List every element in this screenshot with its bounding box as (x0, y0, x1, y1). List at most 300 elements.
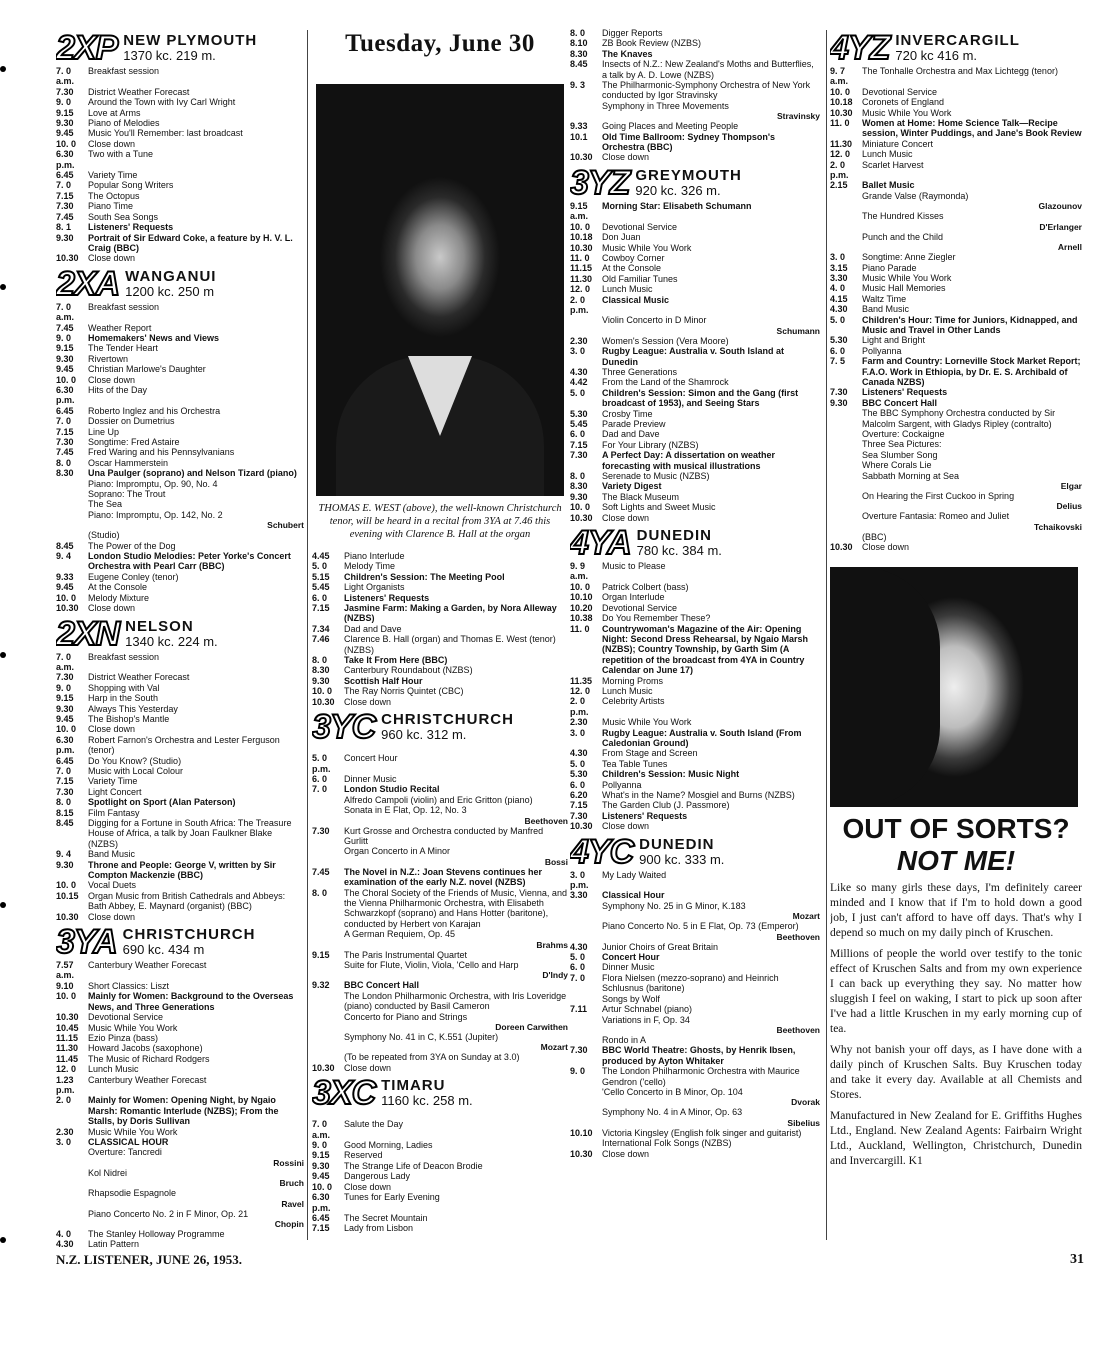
programme-title: Classical Music (602, 294, 670, 305)
programme-item (56, 458, 304, 468)
programme-time (312, 805, 344, 815)
programme-title: Close down (344, 1062, 392, 1073)
programme-time: 7. 0 a.m. (312, 1119, 331, 1140)
programme-title: Devotional Service (602, 221, 678, 232)
programme-item (56, 170, 304, 180)
station-callsign: 4YA (570, 524, 631, 563)
station-header (570, 524, 820, 563)
station-frequency: 780 kc. 384 m. (636, 543, 722, 559)
programme-composer: Mozart (792, 911, 820, 922)
programme-title: BBC World Theatre: Ghosts, by Henrik Ibsen, produced by Ayton Whitaker (602, 1045, 796, 1066)
programme-title: Coronets of England (862, 97, 945, 108)
programme-item (830, 180, 1082, 190)
programme-item (570, 561, 820, 582)
programme-composer: Beethoven (524, 815, 568, 826)
programme-list (830, 66, 1082, 553)
programme-item (56, 87, 304, 97)
programme-time (830, 450, 862, 460)
programme-time: 9.15 (312, 1150, 330, 1161)
station-name: CHRISTCHURCH (122, 926, 256, 944)
programme-time: 11.30 (56, 1043, 79, 1054)
programme-time (312, 1032, 344, 1042)
station-callsign: 3YC (312, 708, 376, 747)
programme-item (312, 1052, 568, 1062)
programme-title: Light Concert (88, 786, 142, 797)
programme-item (56, 1023, 304, 1033)
station-name: CHRISTCHURCH (381, 711, 514, 729)
programme-item (56, 201, 304, 211)
programme-title: The Paris Instrumental Quartet (344, 949, 468, 960)
programme-item (570, 582, 820, 592)
column-rule (307, 30, 308, 1240)
station-name: DUNEDIN (636, 527, 712, 545)
programme-item (570, 38, 820, 48)
programme-time: 9. 0 (56, 97, 72, 108)
programme-time: 10.30 (312, 696, 335, 707)
programme-title: Music While You Work (862, 107, 952, 118)
programme-time: 8. 0 (56, 457, 72, 468)
station-header (56, 264, 304, 303)
programme-title: Symphony in Three Movements (602, 100, 729, 111)
station-frequency: 920 kc. 326 m. (635, 182, 721, 198)
programme-title: Overture: Cockaigne (862, 429, 945, 439)
programme-item (570, 59, 820, 80)
programme-time: 9.15 (56, 693, 74, 704)
programme-item (830, 356, 1082, 387)
programme-time: 12. 0 (830, 149, 851, 160)
programme-title: Music While You Work (88, 1126, 178, 1137)
programme-item (570, 592, 820, 602)
programme-title: Three Sea Pictures: (862, 439, 942, 450)
programme-time: 6.30 p.m. (312, 1192, 331, 1213)
programme-item (570, 253, 820, 263)
programme-title: Overture: Tancredi (88, 1147, 162, 1158)
programme-time: 10. 0 (570, 581, 591, 592)
station-frequency: 1370 kc. 219 m. (123, 48, 216, 63)
programme-title: Going Places and Meeting People (602, 121, 739, 132)
programme-time (830, 211, 862, 221)
programme-item (830, 398, 1082, 408)
programme-title: Variety Time (88, 776, 138, 787)
programme-title: Scarlet Harvest (862, 159, 924, 170)
programme-title: From the Land of the Shamrock (602, 377, 729, 388)
programme-time: 9.45 (56, 364, 74, 375)
programme-item (570, 28, 820, 38)
programme-item (56, 991, 304, 1012)
programme-title: Canterbury Roundabout (NZBS) (344, 665, 473, 676)
programme-time: 5.45 (570, 419, 588, 429)
ad-paragraph: Millions of people the world over testify to the tonic effect of Kruschen Salts and from my own experience I can back up everything they say. No matter how sluggish I feel on waking, I start to pick up soon after I've had a little Kruschen in my early morning cup of tea. (830, 947, 1082, 1035)
programme-title: South Sea Songs (88, 211, 159, 222)
margin-mark (0, 652, 6, 658)
programme-item (570, 811, 820, 821)
station-callsign: 3XC (312, 1074, 376, 1113)
programme-item (570, 502, 820, 512)
programme-title: Children's Session: Simon and the Gang (first broadcast of 1953), and Seeing Stars (602, 387, 799, 409)
programme-item (312, 686, 568, 696)
programme-time: 6. 0 (570, 962, 586, 973)
programme-time: 8. 0 (56, 797, 72, 808)
programme-title: Salute the Day (344, 1119, 404, 1130)
programme-title: Rondo in A (602, 1034, 647, 1045)
programme-time: 10.30 (56, 603, 79, 614)
programme-time (56, 1168, 88, 1178)
programme-time: 10.1 (570, 131, 588, 142)
programme-time: 7.30 (56, 201, 74, 212)
programme-title: The London Philharmonic Orchestra with Maurice Gendron ('cello) (602, 1066, 800, 1087)
programme-item (830, 542, 1082, 552)
programme-time: 5.30 (570, 408, 588, 419)
programme-composer: D'Indy (542, 970, 568, 981)
programme-time: 9. 0 (312, 1140, 328, 1151)
programme-item (56, 912, 304, 922)
programme-title: The BBC Symphony Orchestra conducted by Sir Malcolm Sargent, with Gladys Ripley (contralto) (862, 408, 1056, 429)
programme-time: 2. 0 p.m. (570, 294, 589, 315)
programme-time: 8. 0 (570, 28, 586, 38)
programme-title: The Black Museum (602, 491, 680, 502)
programme-time: 9. 4 (56, 849, 72, 860)
programme-composer: Rossini (273, 1157, 304, 1168)
programme-item (570, 676, 820, 686)
programme-title: Melody Time (344, 561, 396, 572)
programme-title: Where Corals Lie (862, 460, 932, 471)
programme-time: 9.45 (312, 1171, 330, 1182)
programme-item (56, 541, 304, 551)
programme-item (830, 108, 1082, 118)
programme-title: From Stage and Screen (602, 748, 698, 759)
programme-item (570, 274, 820, 284)
programme-title: Songs by Wolf (602, 993, 660, 1004)
footer-publication: N.Z. LISTENER, JUNE 26, 1953. (56, 1252, 243, 1267)
programme-time: 4.45 (312, 551, 330, 561)
programme-title: Don Juan (602, 232, 641, 243)
programme-title: Soft Lights and Sweet Music (602, 502, 716, 513)
programme-item (570, 388, 820, 409)
programme-time: 8. 0 (312, 887, 328, 898)
programme-time: 11.35 (570, 675, 593, 686)
programme-time: 7.57 a.m. (56, 960, 75, 981)
programme-title: Close down (88, 911, 136, 922)
programme-title: Close down (88, 603, 136, 614)
programme-title: Devotional Service (602, 602, 678, 613)
programme-time: 9.10 (56, 980, 74, 991)
programme-item (56, 704, 304, 714)
programme-time: 8.30 (312, 665, 330, 676)
programme-time: 4.15 (830, 293, 848, 304)
programme-item (570, 790, 820, 800)
programme-item (312, 1161, 568, 1171)
programme-time: 7. 0 (312, 784, 328, 795)
programme-title: Vocal Duets (88, 880, 137, 891)
programme-title: Do You Know? (Studio) (88, 755, 182, 766)
programme-title: Flora Nielsen (mezzo-soprano) and Heinrich Schlusnus (baritone) (602, 972, 779, 994)
programme-item (830, 511, 1082, 521)
programme-time: 10.20 (570, 602, 593, 613)
programme-item (830, 87, 1082, 97)
programme-title: Alfredo Campoli (violin) and Eric Gritton (piano) (344, 794, 533, 805)
programme-title: Devotional Service (862, 86, 938, 97)
programme-item (56, 724, 304, 734)
programme-item (56, 572, 304, 582)
programme-title: Piano Concerto No. 2 in F Minor, Op. 21 (88, 1208, 249, 1219)
programme-time: 3.30 (830, 272, 848, 283)
programme-item (56, 849, 304, 859)
station-frequency: 1340 kc. 224 m. (125, 633, 218, 649)
programme-time: 10.30 (570, 821, 593, 832)
programme-time: 5. 0 p.m. (312, 753, 331, 774)
programme-item (56, 735, 304, 756)
programme-item (56, 860, 304, 881)
programme-time: 9.45 (56, 713, 74, 724)
programme-item (830, 429, 1082, 439)
programme-item (56, 797, 304, 807)
programme-title: At the Console (88, 582, 148, 593)
programme-item (830, 252, 1082, 262)
programme-title: Countrywoman's Magazine of the Air: Opening Night: Second Dress Rehearsal, by Ngaio Marsh (NZBS); Country Township, by Garth Sim (A repetition of the broadcast from 4YA in Country Calendar on June 17) (602, 623, 809, 676)
programme-item (56, 375, 304, 385)
programme-title: The Stanley Holloway Programme (88, 1229, 225, 1239)
programme-title: Weather Report (88, 322, 152, 333)
station-callsign: 4YC (570, 832, 634, 871)
station-callsign: 4YZ (830, 29, 890, 67)
programme-time: 7.30 (570, 810, 588, 821)
programme-time: 2. 0 p.m. (570, 696, 589, 717)
programme-item (570, 717, 820, 727)
programme-item (570, 870, 820, 891)
programme-item (570, 263, 820, 273)
station-info (123, 33, 257, 63)
programme-title: Close down (344, 696, 392, 707)
programme-time: 12. 0 (570, 685, 591, 696)
programme-time (56, 479, 88, 489)
column-4-listings (830, 29, 1082, 553)
programme-time: 7.15 (56, 426, 74, 437)
programme-time: 9. 0 (570, 1066, 586, 1077)
programme-title: Close down (88, 253, 136, 264)
programme-title: Children's Hour: Time for Juniors, Kidnapped, and Music and Travel in Other Lands (862, 314, 1078, 335)
programme-item (830, 304, 1082, 314)
programme-time: 9.30 (312, 1160, 330, 1171)
programme-item (312, 795, 568, 805)
programme-item (312, 991, 568, 1012)
programme-item (570, 243, 820, 253)
station-header (570, 832, 820, 871)
programme-title: Songtime: Anne Ziegler (862, 252, 956, 263)
programme-title: Junior Choirs of Great Britain (602, 941, 719, 952)
programme-time: 7.30 (570, 450, 588, 461)
station-frequency: 960 kc. 312 m. (381, 727, 467, 743)
programme-title: Digger Reports (602, 28, 663, 38)
programme-time: 10.18 (570, 232, 593, 243)
station-info (123, 927, 256, 957)
programme-time: 9.45 (56, 128, 74, 139)
programme-time: 8.15 (56, 807, 74, 818)
programme-time: 8.10 (570, 38, 588, 49)
programme-time: 7.45 (56, 447, 74, 458)
programme-composer: Doreen Carwithen (495, 1022, 568, 1033)
programme-composer: Beethoven (776, 931, 820, 942)
column-4 (830, 28, 1082, 1175)
programme-title: Clarence B. Hall (organ) and Thomas E. West (tenor) (NZBS) (344, 634, 556, 655)
programme-title: Piano: Impromptu, Op. 90, No. 4 (88, 478, 218, 489)
programme-item (570, 471, 820, 481)
programme-item (56, 1033, 304, 1043)
programme-title: Organ Music from British Cathedrals and Abbeys: Bath Abbey, E. Maynard (organist) (BBC) (88, 890, 286, 912)
programme-time: 6.45 (56, 405, 74, 416)
programme-composer: Schumann (776, 325, 820, 336)
programme-item (56, 468, 304, 478)
programme-time: 7. 0 (56, 416, 72, 427)
programme-title: Kol Nidrei (88, 1167, 128, 1178)
programme-title: Symphony No. 25 in G Minor, K.183 (602, 900, 746, 911)
station-info (125, 269, 216, 299)
programme-title: Close down (602, 1148, 650, 1159)
programme-time: 7.45 (56, 322, 74, 333)
programme-time: 3. 0 (830, 252, 846, 263)
programme-time (312, 960, 344, 970)
programme-item (312, 980, 568, 990)
programme-item (312, 867, 568, 888)
programme-time (570, 1138, 602, 1148)
programme-item (56, 212, 304, 222)
station-name: WANGANUI (125, 267, 217, 285)
programme-title: Close down (602, 821, 650, 832)
programme-item (56, 479, 304, 489)
programme-title: Two with a Tune (88, 149, 154, 160)
programme-item (830, 294, 1082, 304)
programme-time (570, 901, 602, 911)
programme-time: 10.38 (570, 613, 593, 624)
programme-item (570, 450, 820, 471)
programme-time: 9.45 (56, 582, 74, 593)
programme-time: 7.11 (570, 1004, 588, 1015)
programme-time: 4.30 (830, 304, 848, 315)
programme-list (56, 302, 304, 614)
programme-time: 9.30 (312, 675, 330, 686)
programme-time: 7.46 (312, 634, 330, 645)
programme-item (312, 826, 568, 847)
programme-title: Line Up (88, 426, 120, 437)
programme-title: Listeners' Requests (344, 592, 430, 603)
station-header (312, 1074, 568, 1113)
programme-item (830, 346, 1082, 356)
programme-title: Mainly for Women: Opening Night, by Ngaio Marsh: Romantic Interlude (NZBS); From the Stalls, by Doris Sullivan (88, 1095, 279, 1127)
programme-time: 7.15 (570, 439, 588, 450)
programme-time (830, 429, 862, 439)
station-info (381, 1078, 473, 1108)
programme-item (570, 603, 820, 613)
programme-item (56, 302, 304, 323)
programme-item (56, 756, 304, 766)
programme-title: My Lady Waited (602, 869, 667, 880)
programme-item (56, 354, 304, 364)
programme-item (312, 634, 568, 655)
programme-item (570, 367, 820, 377)
programme-title: The Tonhalle Orchestra and Max Lichtegg (tenor) (862, 66, 1058, 76)
programme-title: Celebrity Artists (602, 696, 665, 707)
programme-title: Variety Digest (602, 481, 662, 492)
programme-time: 10.30 (56, 253, 79, 264)
programme-title: On Hearing the First Cuckoo in Spring (862, 491, 1015, 502)
programme-item (56, 1064, 304, 1074)
column-1 (56, 28, 304, 1250)
programme-time: 6.45 (56, 755, 74, 766)
programme-time: 9.30 (56, 859, 74, 870)
programme-time: 10. 0 (312, 1181, 333, 1192)
programme-item (56, 1075, 304, 1096)
programme-list (570, 28, 820, 163)
station-info (895, 33, 1020, 63)
programme-title: Reserved (344, 1150, 383, 1161)
programme-item (312, 753, 568, 774)
programme-title: Howard Jacobs (saxophone) (88, 1043, 203, 1054)
programme-item (56, 437, 304, 447)
programme-item (830, 471, 1082, 481)
programme-time: 10.30 (570, 242, 593, 253)
column-rule (826, 30, 827, 1240)
programme-title: Listeners' Requests (88, 222, 174, 233)
programme-time: 10.10 (570, 592, 593, 603)
programme-time: 10. 0 (56, 592, 77, 603)
programme-item (570, 1149, 820, 1159)
programme-item (312, 593, 568, 603)
programme-item (312, 1140, 568, 1150)
programme-time: 5. 0 (570, 387, 586, 398)
programme-item (570, 1087, 820, 1097)
programme-time: 5. 0 (312, 561, 328, 572)
programme-title: Kurt Grosse and Orchestra conducted by Manfred Gurlitt (344, 825, 544, 846)
station-name: TIMARU (381, 1077, 446, 1095)
programme-item (56, 364, 304, 374)
programme-title: Rugby League: Australia v. South Island (From Caledonian Ground) (602, 727, 802, 748)
programme-title: Dad and Dave (344, 623, 402, 634)
programme-item (56, 128, 304, 138)
programme-item (570, 613, 820, 623)
programme-title: Organ Interlude (602, 592, 665, 603)
programme-item (570, 748, 820, 758)
programme-time: 6. 0 (570, 779, 586, 790)
station-frequency: 900 kc. 333 m. (639, 851, 725, 867)
programme-time: 2.30 (570, 717, 588, 728)
programme-title: Take It From Here (BBC) (344, 655, 448, 666)
station-frequency: 690 kc. 434 m (122, 942, 205, 958)
programme-time (570, 994, 602, 1004)
programme-title: The Hundred Kisses (862, 211, 944, 222)
programme-time: 8.45 (56, 540, 74, 551)
programme-title: Soprano: The Trout (88, 489, 166, 500)
programme-title: Listeners' Requests (862, 387, 948, 398)
programme-item (830, 263, 1082, 273)
programme-item (56, 1147, 304, 1157)
programme-composer: Elgar (1060, 481, 1082, 492)
programme-title: The Choral Society of the Friends of Music, Vienna, and the Vienna Philharmonic Orchestra, with Elisabeth Schwarzkopf (soprano) and Hans Hotter (baritone), conducted by Herbert von Karajan (344, 887, 567, 929)
programme-item (830, 439, 1082, 449)
programme-item (570, 624, 820, 676)
programme-title: London Studio Melodies: Peter Yorke's Concert Orchestra with Pearl Carr (BBC) (88, 551, 291, 572)
programme-item (312, 1012, 568, 1022)
programme-time: 7.30 (570, 1045, 588, 1056)
programme-time: 10.18 (830, 97, 853, 108)
programme-title: Short Classics: Liszt (88, 980, 170, 991)
programme-item (570, 80, 820, 101)
programme-title: Devotional Service (88, 1012, 164, 1023)
programme-title: Lunch Music (602, 685, 653, 696)
programme-item (570, 1004, 820, 1014)
programme-composer: Stravinsky (777, 111, 820, 122)
programme-time: 7.15 (570, 800, 588, 811)
programme-time: 6.45 (56, 170, 74, 181)
programme-time: 10.45 (56, 1022, 79, 1033)
